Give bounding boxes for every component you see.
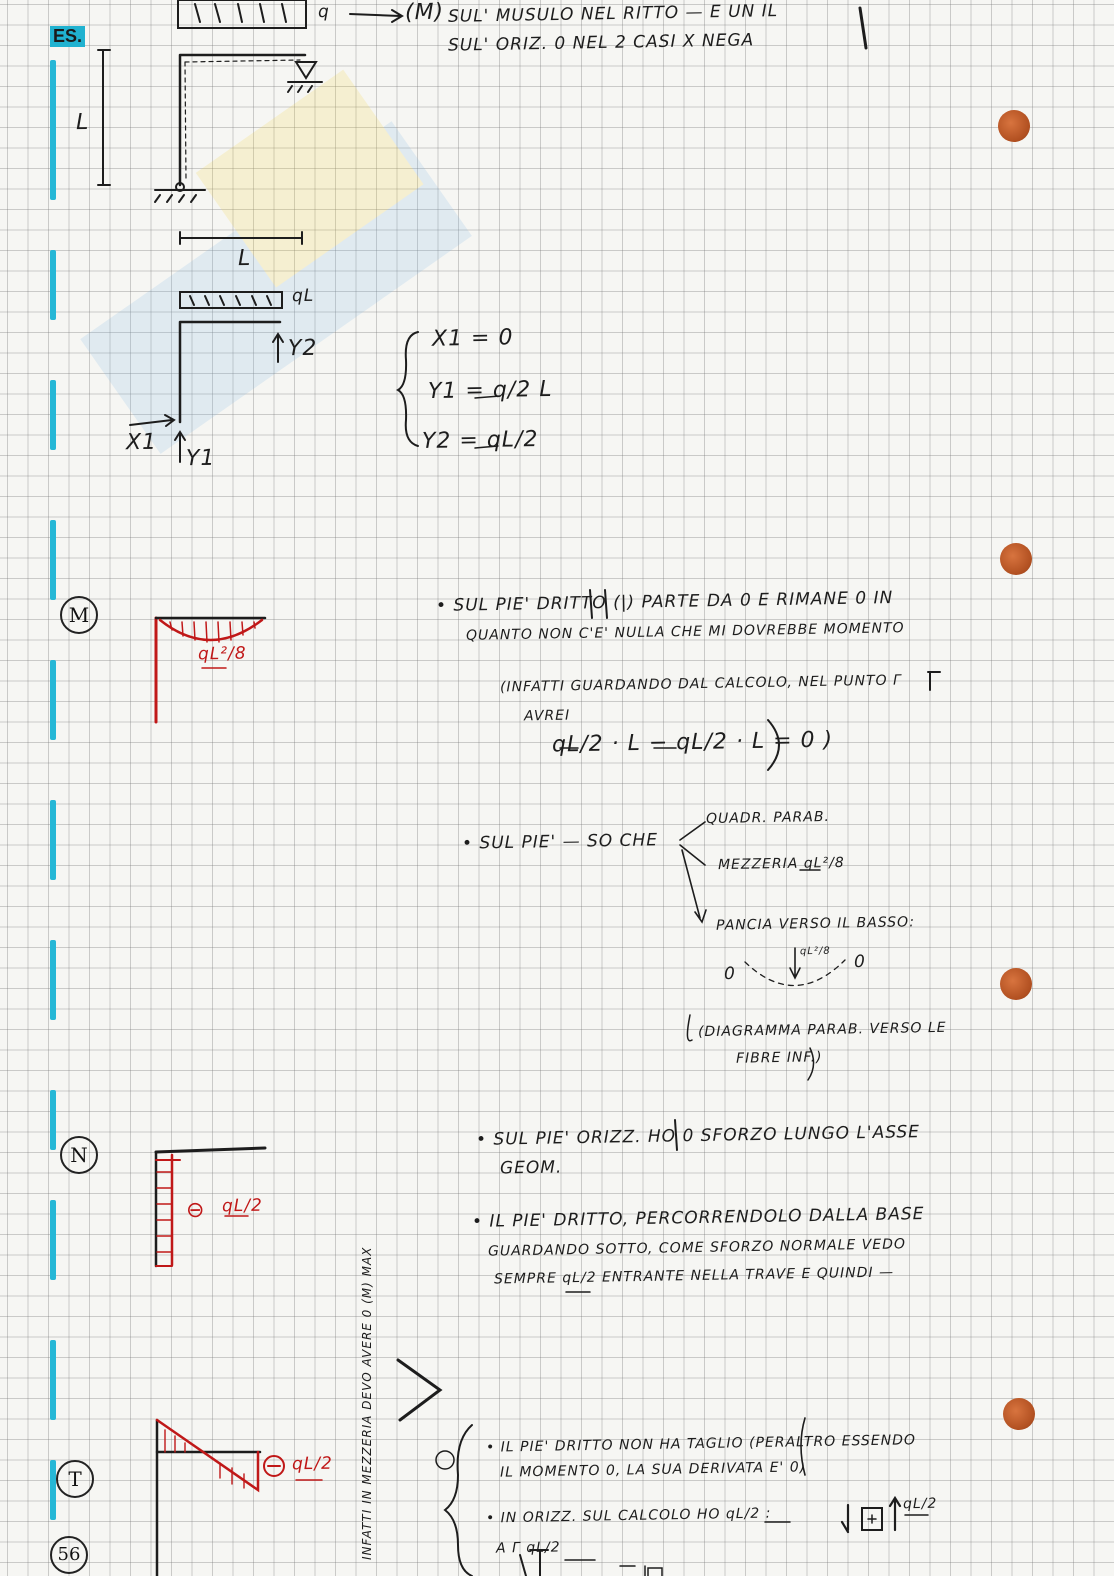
t-bottom-text: A Γ qL/2 [495, 1539, 561, 1557]
section-n-symbol: N [60, 1136, 98, 1174]
n-text-2: GEOM. [499, 1157, 563, 1179]
n-text-5: SEMPRE qL/2 ENTRANTE NELLA TRAVE E QUINDI — [493, 1264, 895, 1288]
reaction-y2-label: Y2 [287, 335, 318, 362]
reaction-eq-x1: X1 = 0 [431, 325, 514, 352]
t-text-2: IL MOMENTO 0, LA SUA DERIVATA E' 0) [499, 1459, 807, 1481]
m-branch-3: PANCIA VERSO IL BASSO: [715, 914, 916, 934]
m-mini-zero-right: 0 [853, 951, 867, 973]
m-text-1: • SUL PIE' DRITTO (|) PARTE DA 0 E RIMANE 0 IN [435, 588, 894, 616]
reaction-eq-y2: Y2 = qL/2 [421, 426, 539, 455]
reaction-y1-label: Y1 [185, 445, 216, 472]
reaction-eq-y1: Y1 = q/2 L [427, 376, 553, 405]
moment-circle-label: (M) [404, 0, 445, 26]
m-mini-zero-left: 0 [723, 963, 737, 985]
m-text-2: QUANTO NON C'E' NULLA CHE MI DOVREBBE MOMENTO [465, 620, 905, 644]
section-m-symbol: M [60, 596, 98, 634]
section-t-symbol: T [56, 1460, 94, 1498]
width-dimension [180, 232, 302, 244]
m-branch-1: QUADR. PARAB. [705, 808, 831, 828]
n-text-1: • SUL PIE' ORIZZ. HO 0 SFORZO LUNGO L'ASSE [475, 1122, 921, 1150]
header-line-1: SUL' MUSULO NEL RITTO — E UN IL [447, 1, 779, 27]
height-label: L [75, 109, 90, 136]
header-line-2: SUL' ORIZ. 0 NEL 2 CASI X NEGA [447, 30, 755, 56]
width-label: L [237, 245, 252, 272]
reaction-x1-label: X1 [125, 429, 158, 456]
m-text-3: (INFATTI GUARDANDO DAL CALCOLO, NEL PUNTO Γ [499, 672, 902, 696]
n-text-4: GUARDANDO SOTTO, COME SFORZO NORMALE VEDO [487, 1236, 907, 1260]
height-dimension [98, 50, 110, 185]
t-text-1: • IL PIE' DRITTO NON HA TAGLIO (PERALTRO ESSENDO [485, 1432, 917, 1456]
n-diagram-sign: ⊖ [185, 1197, 206, 1224]
m-mini-arrow-label: qL²/8 [799, 945, 831, 958]
m-branch-2: MEZZERIA qL²/8 [717, 854, 845, 874]
m-diagram-value: qL²/8 [197, 643, 247, 665]
m-note-2: FIBRE INF.) [735, 1049, 823, 1067]
m-text-5: • SUL PIE' — SO CHE [461, 830, 659, 854]
load-symbol: q [317, 1, 330, 23]
m-equation: qL/2 · L − qL/2 · L = 0 ) [551, 727, 834, 758]
exercise-label: ES. [50, 26, 85, 47]
n-diagram-value: qL/2 [221, 1195, 263, 1217]
page-number: 56 [50, 1536, 88, 1574]
n-text-3: • IL PIE' DRITTO, PERCORRENDOLO DALLA BASE [471, 1204, 925, 1232]
t-text-3: • IN ORIZZ. SUL CALCOLO HO qL/2 : [485, 1505, 772, 1527]
total-load-label: qL [291, 285, 315, 307]
m-note-1: (DIAGRAMMA PARAB. VERSO LE [697, 1019, 947, 1041]
frame-structure [180, 55, 305, 185]
t-text-4: qL/2 [902, 1495, 938, 1513]
m-text-4: AVREI [523, 707, 571, 725]
t-side-note: INFATTI IN MEZZERIA DEVO AVERE 0 (M) MAX [360, 1246, 374, 1560]
t-diagram-value: qL/2 [291, 1453, 333, 1475]
